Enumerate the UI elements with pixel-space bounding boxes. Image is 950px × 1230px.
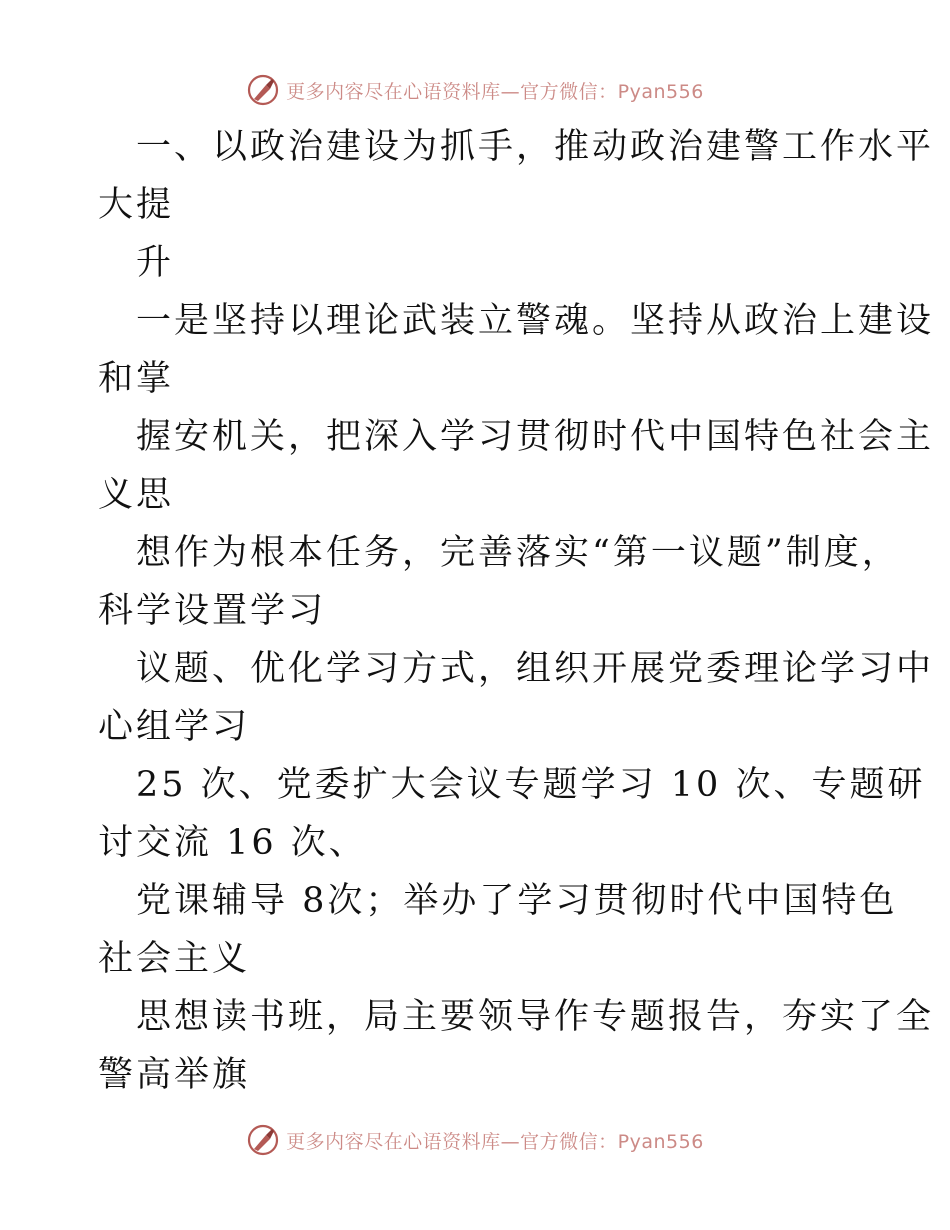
- text-line: 一是坚持以理论武装立警魂。坚持从政治上建设: [136, 301, 935, 341]
- text-line: 议题、优化学习方式，组织开展党委理论学习中: [136, 649, 935, 689]
- header-watermark: [0, 70, 950, 110]
- text-line: 义思: [98, 475, 175, 515]
- watermark-text: 更多内容尽在心语资料库—官方微信：Pyan556: [286, 1130, 704, 1153]
- text-line: 大提: [98, 185, 175, 225]
- text-line: 心组学习: [98, 707, 251, 747]
- text-line: 握安机关，把深入学习贯彻时代中国特色社会主: [136, 417, 935, 457]
- text-line: 警高举旗: [98, 1055, 251, 1095]
- watermark-text: 更多内容尽在心语资料库—官方微信：Pyan556: [286, 80, 704, 103]
- footer-watermark: [0, 1120, 950, 1160]
- text-line: 党课辅导 8次；举办了学习贯彻时代中国特色: [136, 881, 898, 921]
- pen-nib-circle-icon: [246, 1123, 280, 1157]
- text-line: 社会主义: [98, 939, 251, 979]
- text-line: 25 次、党委扩大会议专题学习 10 次、专题研: [136, 765, 926, 805]
- text-line: 升: [136, 243, 175, 283]
- text-line: 和掌: [98, 359, 175, 399]
- pen-nib-circle-icon: [246, 73, 280, 107]
- text-line: 思想读书班，局主要领导作专题报告，夯实了全: [136, 997, 935, 1037]
- text-line: 科学设置学习: [98, 591, 327, 631]
- text-line: 一、以政治建设为抓手，推动政治建警工作水平: [136, 127, 935, 167]
- text-line: 想作为根本任务，完善落实“第一议题”制度，: [136, 533, 900, 573]
- text-line: 讨交流 16 次、: [98, 823, 367, 863]
